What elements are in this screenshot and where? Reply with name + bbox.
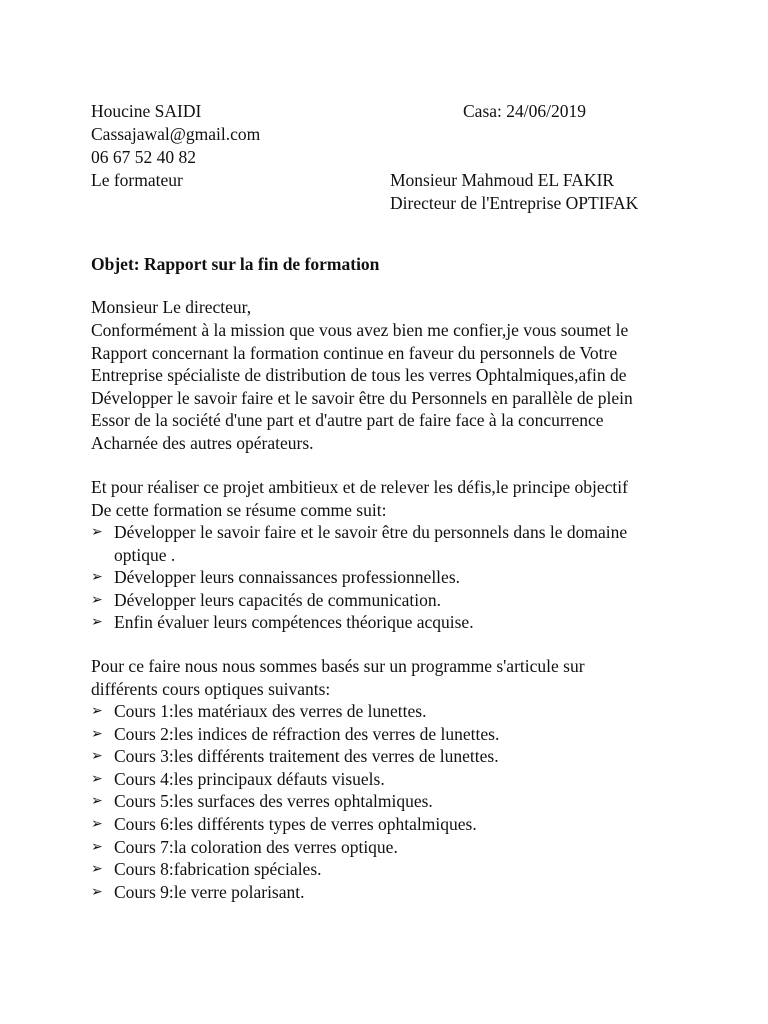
list-item-text: Cours 5:les surfaces des verres ophtalmiques.	[114, 791, 433, 812]
list-item	[91, 700, 751, 723]
salutation: Monsieur Le directeur,	[91, 297, 252, 317]
paragraph-objectives-intro	[91, 476, 751, 521]
list-item-text: Développer le savoir faire et le savoir être du personnels dans le domaine	[114, 522, 628, 542]
paragraph-line: Pour ce faire nous nous sommes basés sur un programme s'articule sur	[91, 656, 585, 676]
arrowhead-bullet-icon: ➢	[91, 883, 103, 900]
list-item	[91, 611, 751, 634]
arrowhead-bullet-icon: ➢	[91, 770, 103, 787]
list-item	[91, 566, 751, 589]
paragraph-line: Conformément à la mission que vous avez bien me confier,je vous soumet le	[91, 320, 629, 340]
list-item-text: Enfin évaluer leurs compétences théorique acquise.	[114, 612, 474, 633]
list-item-text: Cours 7:la coloration des verres optique.	[114, 836, 398, 857]
list-item-text: Développer leurs capacités de communication.	[114, 589, 442, 610]
list-item-text: Cours 4:les principaux défauts visuels.	[114, 768, 385, 789]
list-item-text: Cours 3:les différents traitement des verres de lunettes.	[114, 746, 499, 767]
arrowhead-bullet-icon: ➢	[91, 569, 103, 586]
list-item	[91, 813, 751, 836]
sender-role: Le formateur	[91, 170, 183, 190]
list-item-text: Cours 2:les indices de réfraction des verres de lunettes.	[114, 723, 500, 744]
arrowhead-bullet-icon: ➢	[91, 591, 103, 608]
list-item-text: Développer leurs connaissances professionnelles.	[114, 567, 461, 588]
arrowhead-bullet-icon: ➢	[91, 524, 103, 540]
paragraph-line: différents cours optiques suivants:	[91, 678, 331, 699]
list-item	[91, 589, 751, 612]
list-item-text: Cours 1:les matériaux des verres de lunettes.	[114, 701, 427, 721]
place-date: Casa: 24/06/2019	[463, 101, 586, 121]
recipient-name: Monsieur Mahmoud EL FAKIR	[390, 170, 615, 190]
paragraph-line: Essor de la société d'une part et d'autre part de faire face à la concurrence	[91, 410, 604, 431]
list-item	[91, 745, 751, 768]
arrowhead-bullet-icon: ➢	[91, 748, 103, 765]
arrowhead-bullet-icon: ➢	[91, 614, 103, 631]
courses-list	[91, 700, 751, 903]
arrowhead-bullet-icon: ➢	[91, 793, 103, 810]
paragraph-intro	[91, 319, 751, 455]
sender-name: Houcine SAIDI	[91, 101, 202, 121]
paragraph-line: De cette formation se résume comme suit:	[91, 499, 387, 520]
arrowhead-bullet-icon: ➢	[91, 838, 103, 855]
paragraph-line: Développer le savoir faire et le savoir être du Personnels en parallèle de plein	[91, 387, 633, 408]
arrowhead-bullet-icon: ➢	[91, 703, 103, 719]
list-item	[91, 790, 751, 813]
subject-line: Objet: Rapport sur la fin de formation	[91, 254, 380, 274]
list-item	[91, 768, 751, 791]
list-item-text: Cours 8:fabrication spéciales.	[114, 859, 322, 880]
list-item	[91, 881, 751, 904]
paragraph-line: Rapport concernant la formation continue en faveur du personnels de Votre	[91, 342, 618, 363]
arrowhead-bullet-icon: ➢	[91, 815, 103, 832]
recipient-title: Directeur de l'Entreprise OPTIFAK	[390, 193, 639, 213]
sender-phone: 06 67 52 40 82	[91, 147, 196, 167]
list-item-text-continued: optique .	[114, 544, 176, 565]
paragraph-program-intro	[91, 655, 751, 700]
paragraph-line: Entreprise spécialiste de distribution de tous les verres Ophtalmiques,afin de	[91, 365, 627, 386]
paragraph-line: Acharnée des autres opérateurs.	[91, 432, 314, 453]
objectives-list	[91, 521, 751, 634]
list-item	[91, 836, 751, 859]
paragraph-line: Et pour réaliser ce projet ambitieux et de relever les défis,le principe objectif	[91, 477, 628, 497]
list-item-text: Cours 9:le verre polarisant.	[114, 881, 305, 902]
arrowhead-bullet-icon: ➢	[91, 861, 103, 878]
list-item	[91, 521, 751, 566]
list-item	[91, 723, 751, 746]
list-item	[91, 858, 751, 881]
arrowhead-bullet-icon: ➢	[91, 725, 103, 742]
sender-email: Cassajawal@gmail.com	[91, 124, 261, 144]
list-item-text: Cours 6:les différents types de verres ophtalmiques.	[114, 813, 477, 834]
